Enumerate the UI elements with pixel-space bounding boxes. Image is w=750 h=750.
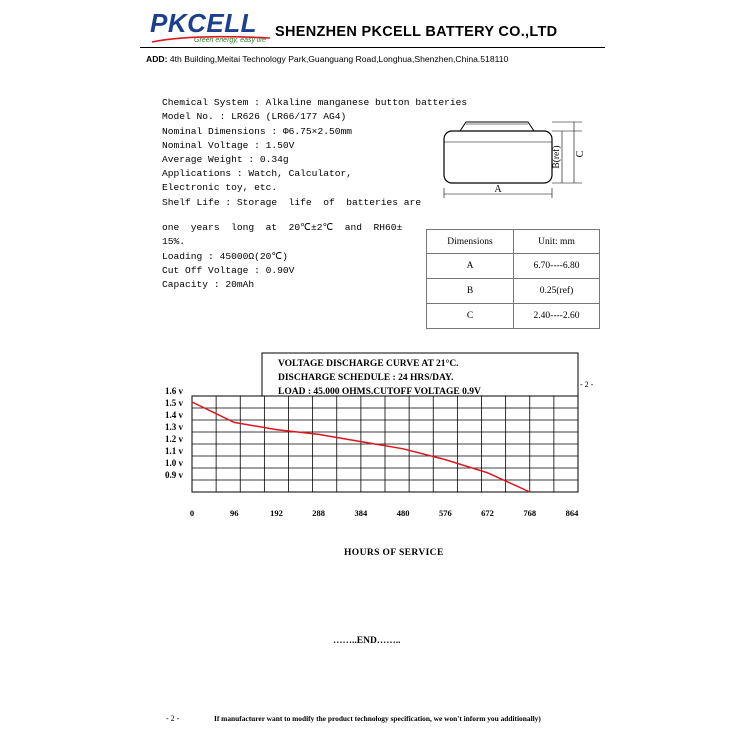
x-tick-label: 0 [189,508,195,518]
footer-page-number: - 2 - [166,714,180,723]
table-cell-dimension: A [427,254,514,279]
dimensions-table [426,229,600,329]
spec-average-weight: Average Weight : 0.34g [162,154,289,165]
table-header-row [427,230,600,254]
company-name: SHENZHEN PKCELL BATTERY CO.,LTD [275,24,558,40]
x-tick-label: 672 [481,508,494,518]
drawing-label-b: B(ref) [552,145,562,169]
spec-model-no: Model No. : LR626 (LR66/177 AG4) [162,111,347,122]
spec-nominal-dimensions: Nominal Dimensions : Φ6.75×2.50mm [162,126,352,137]
spec-loading: Loading : 45000Ω(20℃) [162,251,288,262]
spec-shelf-life: Shelf Life : Storage life of batteries are [162,197,422,208]
spec-shelf-life-end: 15%. [162,236,186,247]
spec-applications: Applications : Watch, Calculator, [162,168,352,179]
y-tick-label: 1.5 v [165,398,183,408]
y-tick-label: 0.9 v [165,470,183,480]
logo-swoosh-icon [150,8,275,46]
y-tick-label: 1.0 v [165,458,183,468]
drawing-label-c: C [575,150,586,158]
logo-tagline: Green energy, easy life [194,37,266,44]
table-header-dimensions: Dimensions [427,230,514,254]
table-header-unit: Unit: mm [514,230,600,254]
chart-grid [192,396,578,492]
x-tick-label: 384 [354,508,368,518]
y-tick-label: 1.6 v [165,386,183,396]
spec-nominal-voltage: Nominal Voltage : 1.50V [162,140,295,151]
chart-title-line: LOAD : 45.000 OHMS.CUTOFF VOLTAGE 0.9V [278,387,481,397]
discharge-curve-chart [160,348,585,523]
company-address [146,54,508,64]
header-divider [140,47,605,48]
spec-cutoff-voltage: Cut Off Voltage : 0.90V [162,265,295,276]
table-cell-value: 0.25(ref) [514,279,600,304]
y-tick-label: 1.4 v [165,410,183,420]
end-marker: ……..END…….. [333,636,401,646]
chart-title-line: VOLTAGE DISCHARGE CURVE AT 21°C. [278,359,459,369]
y-tick-label: 1.2 v [165,434,183,444]
y-tick-label: 1.1 v [165,446,183,456]
chart-title [278,358,481,397]
table-cell-value: 6.70----6.80 [514,254,600,279]
table-row [427,279,600,304]
x-tick-label: 864 [565,508,579,518]
y-tick-label: 1.3 v [165,422,183,432]
chart-title-line: DISCHARGE SCHEDULE : 24 HRS/DAY. [278,373,454,383]
spec-applications-cont: Electronic toy, etc. [162,182,278,193]
drawing-label-a: A [494,184,502,195]
table-cell-dimension: B [427,279,514,304]
x-tick-label: 768 [523,508,537,518]
chart-x-ticks [190,508,579,518]
table-row [427,304,600,329]
spec-capacity: Capacity : 20mAh [162,279,255,290]
chart-y-ticks [165,386,184,480]
x-tick-label: 480 [396,508,410,518]
spec-shelf-life-cont: one years long at 20℃±2℃ and RH60± [162,222,403,233]
address-text: 4th Building,Meitai Technology Park,Guanguang Road,Longhua,Shenzhen,China.518110 [169,54,509,64]
x-tick-label: 288 [312,508,326,518]
address-label: ADD: [146,54,168,64]
spec-chemical-system: Chemical System : Alkaline manganese button batteries [162,97,468,108]
table-row [427,254,600,279]
logo-text: PKCELL [150,8,257,38]
footer-note: If manufacturer want to modify the product technology specification, we won't inform you additionally) [214,714,541,723]
x-tick-label: 192 [270,508,283,518]
battery-dimension-drawing [430,112,590,202]
table-cell-value: 2.40----2.60 [514,304,600,329]
page-marker: - 2 - [580,380,594,389]
table-cell-dimension: C [427,304,514,329]
chart-x-axis-label: HOURS OF SERVICE [344,548,444,558]
x-tick-label: 96 [229,508,239,518]
company-logo [150,8,275,46]
x-tick-label: 576 [438,508,452,518]
